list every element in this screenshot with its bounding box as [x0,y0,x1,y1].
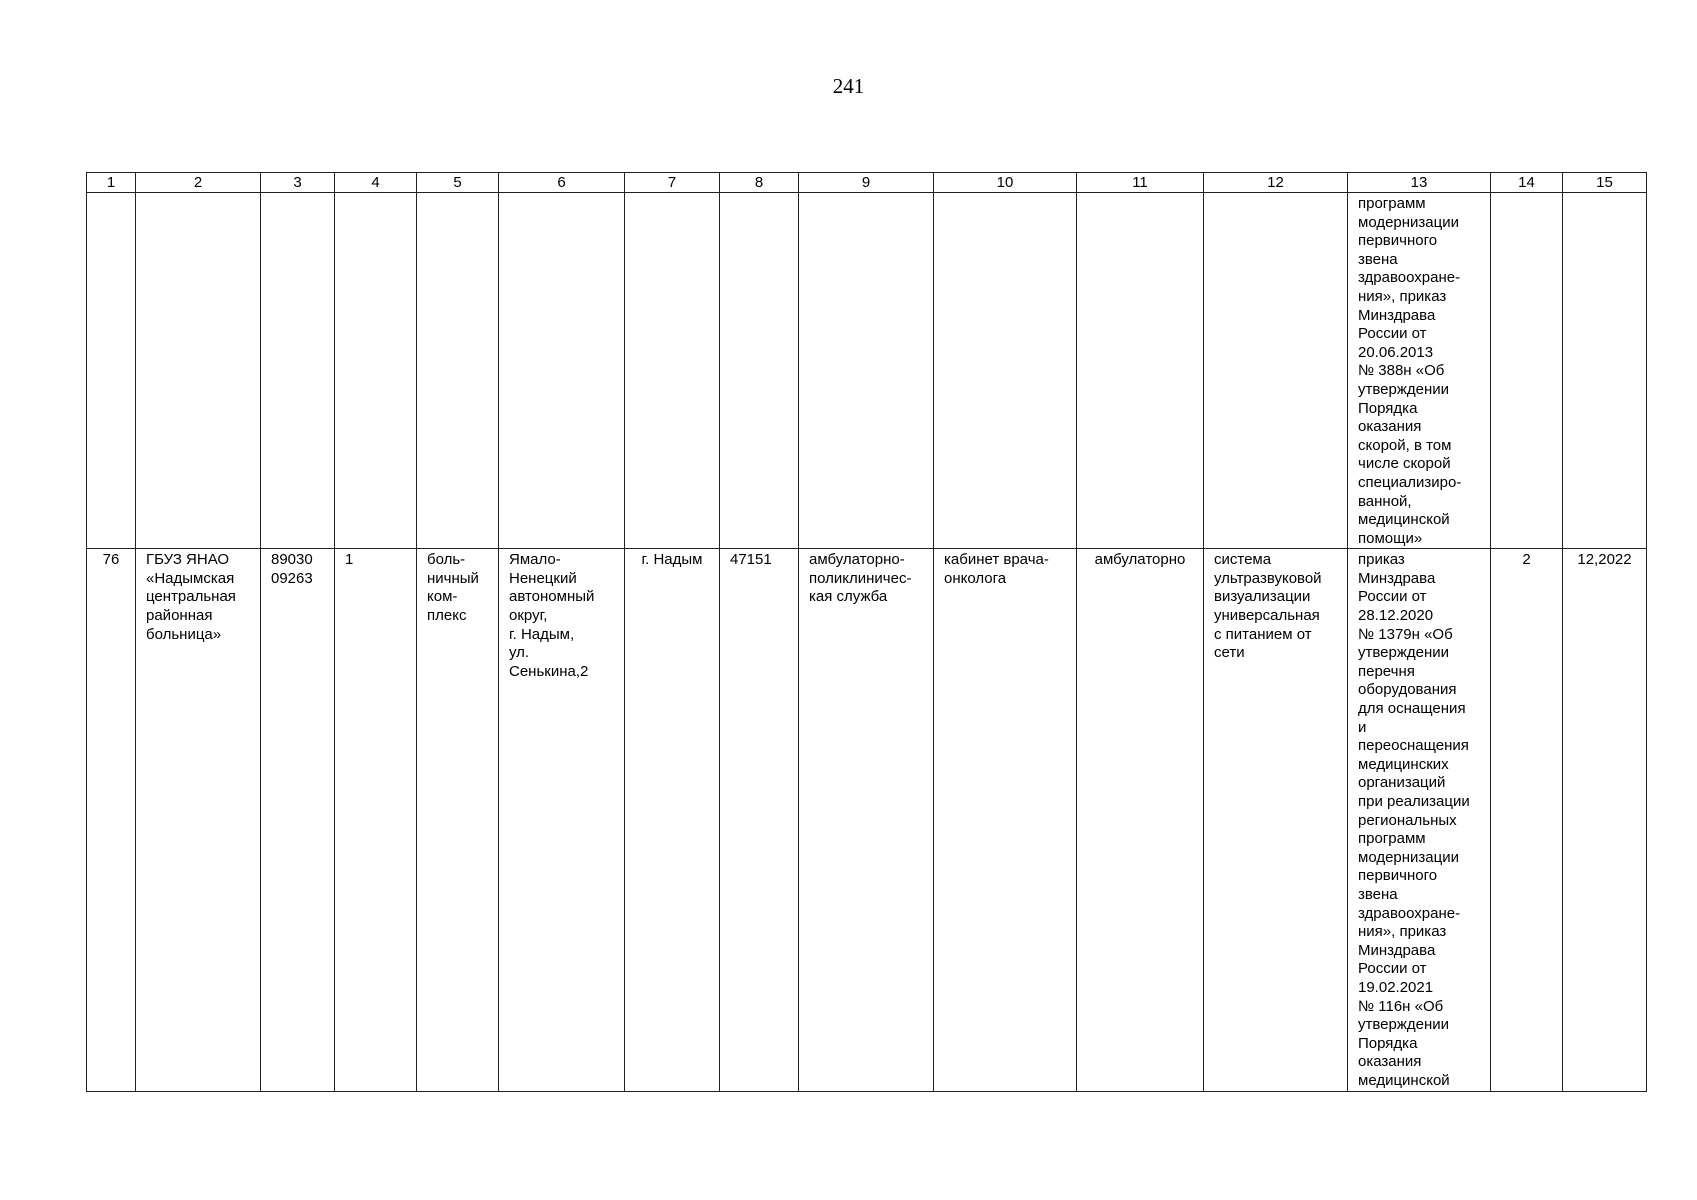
cell-empty [335,193,417,549]
column-header: 4 [335,173,417,193]
cell-empty [261,193,335,549]
cell-quantity: 2 [1491,549,1563,1091]
cell-empty [87,193,136,549]
cell-empty [1204,193,1348,549]
cell-empty [625,193,720,549]
equipment-table [86,172,1647,1092]
cell-legal-basis: программ модернизации первичного звена здравоохране- ния», приказ Минздрава России от 20.06.2013 № 388н «Об утверждении Порядка оказания скорой, в том числе скорой специализиро- ванной, медицинской помощи» [1348,193,1491,549]
cell-building-type: боль- ничный ком- плекс [417,549,499,1091]
cell-care-type: амбулаторно [1077,549,1204,1091]
cell-empty [1563,193,1647,549]
cell-date: 12,2022 [1563,549,1647,1091]
cell-empty [1077,193,1204,549]
cell-empty [720,193,799,549]
cell-empty [136,193,261,549]
column-header: 5 [417,173,499,193]
cell-empty [417,193,499,549]
column-header: 2 [136,173,261,193]
cell-city: г. Надым [625,549,720,1091]
column-header: 13 [1348,173,1491,193]
cell-empty [499,193,625,549]
column-header: 11 [1077,173,1204,193]
cell-department: кабинет врача- онколога [934,549,1077,1091]
cell-legal-basis: приказ Минздрава России от 28.12.2020 № 1379н «Об утверждении перечня оборудования для оснащения и переоснащения медицинских организаций при реализации региональных программ модернизации первичного звена здравоохране- ния», приказ Минздрава России от 19.02.2021 № 116н «Об утверждении Порядка оказания медицинской [1348,549,1491,1091]
column-header: 14 [1491,173,1563,193]
cell-postal: 47151 [720,549,799,1091]
cell-empty [1491,193,1563,549]
column-header: 12 [1204,173,1348,193]
header-row [87,173,1647,193]
cell-service: амбулаторно- поликлиничес- кая служба [799,549,934,1091]
page-number: 241 [832,74,865,98]
column-header: 8 [720,173,799,193]
cell-address: Ямало- Ненецкий автономный округ, г. Надым, ул. Сенькина,2 [499,549,625,1091]
column-header: 10 [934,173,1077,193]
column-header: 1 [87,173,136,193]
cell-col4: 1 [335,549,417,1091]
cell-row-number: 76 [87,549,136,1091]
column-header: 9 [799,173,934,193]
column-header: 15 [1563,173,1647,193]
column-header: 7 [625,173,720,193]
table-row-continuation [87,193,1647,549]
cell-organization: ГБУЗ ЯНАО «Надымская центральная районная больница» [136,549,261,1091]
column-header: 3 [261,173,335,193]
column-header: 6 [499,173,625,193]
cell-empty [934,193,1077,549]
cell-empty [799,193,934,549]
cell-equipment: система ультразвуковой визуализации универсальная с питанием от сети [1204,549,1348,1091]
table-row-76 [87,549,1647,1091]
cell-code: 89030 09263 [261,549,335,1091]
